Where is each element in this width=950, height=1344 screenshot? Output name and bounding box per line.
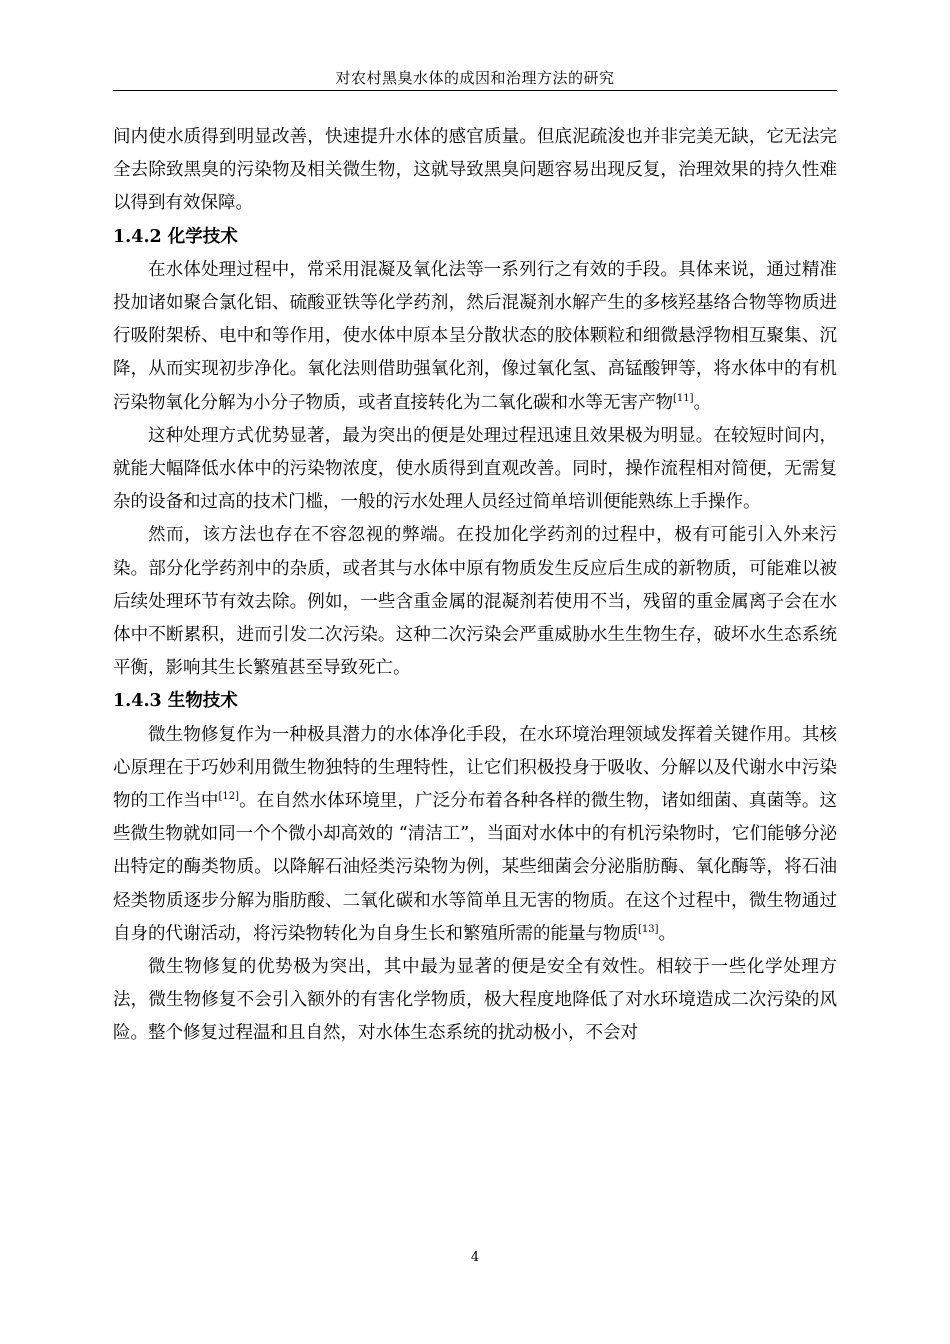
paragraph-text: 。在自然水体环境里，广泛分布着各种各样的微生物，诸如细菌、真菌等。这些微生物就如同一个个微小却高效的 “清洁工”，当面对水体中的有机污染物时，它们能够分泌出特定的酶类物质。以降解石油烃类污染物为例，某些细菌会分泌脂肪酶、氧化酶等，将石油烃类物质逐步分解为脂肪酸、二氧化碳和水等简单且无害的物质。在这个过程中，微生物通过自身的代谢活动，将污染物转化为自身生长和繁殖所需的能量与物质 <box>113 791 838 944</box>
paragraph-text: 。 <box>693 392 712 413</box>
paragraph-microbial-remediation <box>113 719 837 951</box>
paragraph-chemical-methods <box>113 254 837 420</box>
paragraph-chemical-drawbacks: 然而，该方法也存在不容忽视的弊端。在投加化学药剂的过程中，极有可能引入外来污染。部分化学药剂中的杂质，或者其与水体中原有物质发生反应后生成的新物质，可能难以被后续处理环节有效去除。例如，一些含重金属的混凝剂若使用不当，残留的重金属离子会在水体中不断累积，进而引发二次污染。这种二次污染会严重威胁水生生物生存，破坏水生态系统平衡，影响其生长繁殖甚至导致死亡。 <box>113 525 837 679</box>
section-heading-biological: 1.4.3 生物技术 <box>113 691 238 712</box>
page-number: 4 <box>470 1250 480 1265</box>
paragraph-text: 在水体处理过程中，常采用混凝及氧化法等一系列行之有效的手段。具体来说，通过精准投加诸如聚合氯化铝、硫酸亚铁等化学药剂，然后混凝剂水解产生的多核羟基络合物等物质进行吸附架桥、电中和等作用，使水体中原本呈分散状态的胶体颗粒和细微悬浮物相互聚集、沉降，从而实现初步净化。氧化法则借助强氧化剂，像过氧化氢、高锰酸钾等，将水体中的有机污染物氧化分解为小分子物质，或者直接转化为二氧化碳和水等无害产物 <box>113 259 837 413</box>
paragraph-microbial-advantages: 微生物修复的优势极为突出，其中最为显著的便是安全有效性。相较于一些化学处理方法，微生物修复不会引入额外的有害化学物质，极大程度地降低了对水环境造成二次污染的风险。整个修复过程温和且自然，对水体生态系统的扰动极小，不会对 <box>113 957 837 1044</box>
citation-ref: [13] <box>638 923 659 935</box>
paragraph-continued: 间内使水质得到明显改善，快速提升水体的感官质量。但底泥疏浚也并非完美无缺，它无法完全去除致黑臭的污染物及相关微生物，这就导致黑臭问题容易出现反复，治理效果的持久性难以得到有效保障。 <box>113 127 837 214</box>
paragraph-text: 微生物修复作为一种极具潜力的水体净化手段，在水环境治理领域发挥着关键作用。其核心原理在于巧妙利用微生物独特的生理特性，让它们积极投身于吸收、分解以及代谢水中污染物的工作当中 <box>113 724 837 812</box>
main-content <box>113 121 837 1051</box>
paragraph-chemical-advantages: 这种处理方式优势显著，最为突出的便是处理过程迅速且效果极为明显。在较短时间内，就能大幅降低水体中的污染物浓度，使水质得到直观改善。同时，操作流程相对简便，无需复杂的设备和过高的技术门槛，一般的污水处理人员经过简单培训便能熟练上手操作。 <box>113 425 837 513</box>
page-header <box>113 62 837 91</box>
citation-ref: [12] <box>218 791 240 803</box>
running-title: 对农村黑臭水体的成因和治理方法的研究 <box>335 69 615 87</box>
paragraph-text: 。 <box>658 923 677 944</box>
section-heading-chemical: 1.4.2 化学技术 <box>113 226 238 247</box>
citation-ref: [11] <box>673 392 694 404</box>
